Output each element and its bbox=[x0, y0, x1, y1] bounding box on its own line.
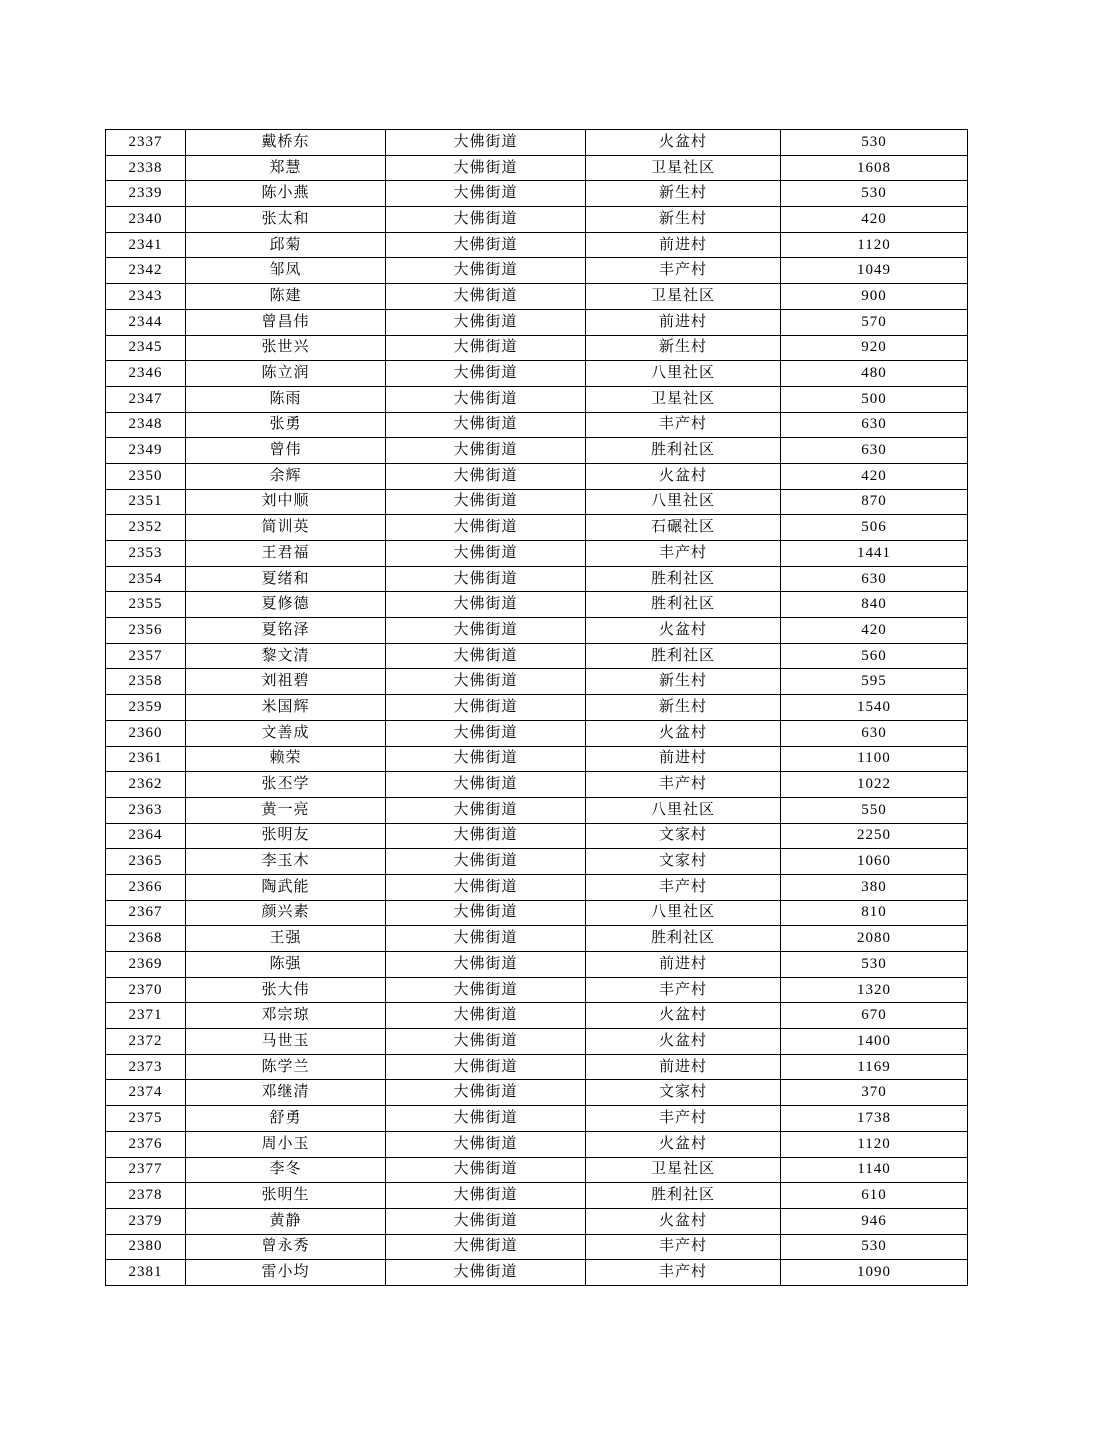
id-cell: 2375 bbox=[106, 1106, 186, 1132]
name-cell: 颜兴素 bbox=[186, 900, 386, 926]
street-cell: 大佛街道 bbox=[386, 746, 586, 772]
street-cell: 大佛街道 bbox=[386, 1208, 586, 1234]
name-cell: 邓宗琼 bbox=[186, 1003, 386, 1029]
id-cell: 2376 bbox=[106, 1131, 186, 1157]
id-cell: 2368 bbox=[106, 926, 186, 952]
street-cell: 大佛街道 bbox=[386, 463, 586, 489]
name-cell: 张大伟 bbox=[186, 977, 386, 1003]
name-cell: 戴桥东 bbox=[186, 130, 386, 156]
amount-cell: 2080 bbox=[781, 926, 968, 952]
village-cell: 胜利社区 bbox=[586, 566, 781, 592]
name-cell: 刘中顺 bbox=[186, 489, 386, 515]
amount-cell: 500 bbox=[781, 386, 968, 412]
amount-cell: 870 bbox=[781, 489, 968, 515]
village-cell: 文家村 bbox=[586, 1080, 781, 1106]
name-cell: 陈雨 bbox=[186, 386, 386, 412]
amount-cell: 2250 bbox=[781, 823, 968, 849]
id-cell: 2347 bbox=[106, 386, 186, 412]
street-cell: 大佛街道 bbox=[386, 772, 586, 798]
street-cell: 大佛街道 bbox=[386, 900, 586, 926]
id-cell: 2374 bbox=[106, 1080, 186, 1106]
table-row bbox=[106, 1234, 968, 1260]
name-cell: 邱菊 bbox=[186, 232, 386, 258]
name-cell: 陈强 bbox=[186, 952, 386, 978]
name-cell: 郑慧 bbox=[186, 155, 386, 181]
table-row bbox=[106, 1260, 968, 1286]
name-cell: 夏修德 bbox=[186, 592, 386, 618]
id-cell: 2356 bbox=[106, 618, 186, 644]
table-row bbox=[106, 1106, 968, 1132]
id-cell: 2380 bbox=[106, 1234, 186, 1260]
amount-cell: 420 bbox=[781, 207, 968, 233]
id-cell: 2338 bbox=[106, 155, 186, 181]
name-cell: 米国辉 bbox=[186, 695, 386, 721]
village-cell: 胜利社区 bbox=[586, 926, 781, 952]
name-cell: 曾永秀 bbox=[186, 1234, 386, 1260]
id-cell: 2370 bbox=[106, 977, 186, 1003]
table-row bbox=[106, 181, 968, 207]
street-cell: 大佛街道 bbox=[386, 695, 586, 721]
village-cell: 前进村 bbox=[586, 232, 781, 258]
village-cell: 火盆村 bbox=[586, 463, 781, 489]
table-row bbox=[106, 489, 968, 515]
table-row bbox=[106, 412, 968, 438]
amount-cell: 1120 bbox=[781, 1131, 968, 1157]
village-cell: 火盆村 bbox=[586, 1131, 781, 1157]
village-cell: 八里社区 bbox=[586, 489, 781, 515]
table-row bbox=[106, 541, 968, 567]
name-cell: 张勇 bbox=[186, 412, 386, 438]
village-cell: 丰产村 bbox=[586, 1106, 781, 1132]
amount-cell: 560 bbox=[781, 643, 968, 669]
street-cell: 大佛街道 bbox=[386, 515, 586, 541]
table-row bbox=[106, 746, 968, 772]
name-cell: 陈立润 bbox=[186, 361, 386, 387]
village-cell: 火盆村 bbox=[586, 720, 781, 746]
table-row bbox=[106, 1131, 968, 1157]
amount-cell: 900 bbox=[781, 284, 968, 310]
amount-cell: 1120 bbox=[781, 232, 968, 258]
street-cell: 大佛街道 bbox=[386, 489, 586, 515]
amount-cell: 1049 bbox=[781, 258, 968, 284]
street-cell: 大佛街道 bbox=[386, 1183, 586, 1209]
street-cell: 大佛街道 bbox=[386, 181, 586, 207]
amount-cell: 810 bbox=[781, 900, 968, 926]
table-row bbox=[106, 284, 968, 310]
table-row bbox=[106, 155, 968, 181]
amount-cell: 370 bbox=[781, 1080, 968, 1106]
village-cell: 丰产村 bbox=[586, 258, 781, 284]
table-row bbox=[106, 952, 968, 978]
id-cell: 2372 bbox=[106, 1029, 186, 1055]
amount-cell: 1022 bbox=[781, 772, 968, 798]
id-cell: 2360 bbox=[106, 720, 186, 746]
id-cell: 2359 bbox=[106, 695, 186, 721]
name-cell: 文善成 bbox=[186, 720, 386, 746]
amount-cell: 630 bbox=[781, 412, 968, 438]
id-cell: 2343 bbox=[106, 284, 186, 310]
amount-cell: 946 bbox=[781, 1208, 968, 1234]
amount-cell: 1060 bbox=[781, 849, 968, 875]
id-cell: 2362 bbox=[106, 772, 186, 798]
village-cell: 胜利社区 bbox=[586, 592, 781, 618]
id-cell: 2377 bbox=[106, 1157, 186, 1183]
table-row bbox=[106, 515, 968, 541]
street-cell: 大佛街道 bbox=[386, 720, 586, 746]
street-cell: 大佛街道 bbox=[386, 1234, 586, 1260]
table-row bbox=[106, 258, 968, 284]
name-cell: 王强 bbox=[186, 926, 386, 952]
table-row bbox=[106, 669, 968, 695]
id-cell: 2379 bbox=[106, 1208, 186, 1234]
id-cell: 2373 bbox=[106, 1054, 186, 1080]
street-cell: 大佛街道 bbox=[386, 361, 586, 387]
village-cell: 丰产村 bbox=[586, 1260, 781, 1286]
amount-cell: 1320 bbox=[781, 977, 968, 1003]
street-cell: 大佛街道 bbox=[386, 1106, 586, 1132]
village-cell: 新生村 bbox=[586, 207, 781, 233]
name-cell: 陈小燕 bbox=[186, 181, 386, 207]
table-row bbox=[106, 797, 968, 823]
street-cell: 大佛街道 bbox=[386, 1080, 586, 1106]
village-cell: 丰产村 bbox=[586, 772, 781, 798]
street-cell: 大佛街道 bbox=[386, 207, 586, 233]
table-row bbox=[106, 874, 968, 900]
table-row bbox=[106, 926, 968, 952]
data-table bbox=[105, 129, 968, 1286]
street-cell: 大佛街道 bbox=[386, 335, 586, 361]
id-cell: 2339 bbox=[106, 181, 186, 207]
id-cell: 2348 bbox=[106, 412, 186, 438]
village-cell: 火盆村 bbox=[586, 1208, 781, 1234]
village-cell: 丰产村 bbox=[586, 874, 781, 900]
village-cell: 石碾社区 bbox=[586, 515, 781, 541]
amount-cell: 506 bbox=[781, 515, 968, 541]
name-cell: 黄静 bbox=[186, 1208, 386, 1234]
id-cell: 2350 bbox=[106, 463, 186, 489]
street-cell: 大佛街道 bbox=[386, 258, 586, 284]
table-row bbox=[106, 849, 968, 875]
table-row bbox=[106, 977, 968, 1003]
id-cell: 2352 bbox=[106, 515, 186, 541]
village-cell: 胜利社区 bbox=[586, 1183, 781, 1209]
amount-cell: 530 bbox=[781, 130, 968, 156]
amount-cell: 1169 bbox=[781, 1054, 968, 1080]
village-cell: 火盆村 bbox=[586, 1003, 781, 1029]
village-cell: 卫星社区 bbox=[586, 155, 781, 181]
amount-cell: 480 bbox=[781, 361, 968, 387]
village-cell: 胜利社区 bbox=[586, 643, 781, 669]
name-cell: 李玉木 bbox=[186, 849, 386, 875]
table-row bbox=[106, 618, 968, 644]
table-row bbox=[106, 900, 968, 926]
table-row bbox=[106, 438, 968, 464]
name-cell: 李冬 bbox=[186, 1157, 386, 1183]
name-cell: 陈学兰 bbox=[186, 1054, 386, 1080]
table-row bbox=[106, 1080, 968, 1106]
name-cell: 夏绪和 bbox=[186, 566, 386, 592]
amount-cell: 1540 bbox=[781, 695, 968, 721]
amount-cell: 530 bbox=[781, 181, 968, 207]
amount-cell: 595 bbox=[781, 669, 968, 695]
street-cell: 大佛街道 bbox=[386, 438, 586, 464]
village-cell: 前进村 bbox=[586, 746, 781, 772]
name-cell: 余辉 bbox=[186, 463, 386, 489]
table-row bbox=[106, 823, 968, 849]
name-cell: 张明友 bbox=[186, 823, 386, 849]
street-cell: 大佛街道 bbox=[386, 977, 586, 1003]
table-row bbox=[106, 566, 968, 592]
amount-cell: 530 bbox=[781, 1234, 968, 1260]
name-cell: 赖荣 bbox=[186, 746, 386, 772]
street-cell: 大佛街道 bbox=[386, 232, 586, 258]
id-cell: 2341 bbox=[106, 232, 186, 258]
street-cell: 大佛街道 bbox=[386, 592, 586, 618]
table-row bbox=[106, 1029, 968, 1055]
street-cell: 大佛街道 bbox=[386, 669, 586, 695]
village-cell: 新生村 bbox=[586, 669, 781, 695]
amount-cell: 630 bbox=[781, 438, 968, 464]
street-cell: 大佛街道 bbox=[386, 1260, 586, 1286]
amount-cell: 630 bbox=[781, 566, 968, 592]
name-cell: 张明生 bbox=[186, 1183, 386, 1209]
village-cell: 八里社区 bbox=[586, 797, 781, 823]
id-cell: 2337 bbox=[106, 130, 186, 156]
name-cell: 邓继清 bbox=[186, 1080, 386, 1106]
table-row bbox=[106, 592, 968, 618]
street-cell: 大佛街道 bbox=[386, 309, 586, 335]
street-cell: 大佛街道 bbox=[386, 618, 586, 644]
id-cell: 2364 bbox=[106, 823, 186, 849]
amount-cell: 670 bbox=[781, 1003, 968, 1029]
amount-cell: 1738 bbox=[781, 1106, 968, 1132]
amount-cell: 840 bbox=[781, 592, 968, 618]
table-row bbox=[106, 361, 968, 387]
id-cell: 2344 bbox=[106, 309, 186, 335]
name-cell: 邹凤 bbox=[186, 258, 386, 284]
id-cell: 2354 bbox=[106, 566, 186, 592]
village-cell: 前进村 bbox=[586, 1054, 781, 1080]
village-cell: 丰产村 bbox=[586, 541, 781, 567]
table-row bbox=[106, 335, 968, 361]
name-cell: 张丕学 bbox=[186, 772, 386, 798]
name-cell: 马世玉 bbox=[186, 1029, 386, 1055]
street-cell: 大佛街道 bbox=[386, 1029, 586, 1055]
village-cell: 文家村 bbox=[586, 849, 781, 875]
table-row bbox=[106, 207, 968, 233]
village-cell: 丰产村 bbox=[586, 412, 781, 438]
name-cell: 黄一亮 bbox=[186, 797, 386, 823]
name-cell: 陶武能 bbox=[186, 874, 386, 900]
id-cell: 2371 bbox=[106, 1003, 186, 1029]
street-cell: 大佛街道 bbox=[386, 1157, 586, 1183]
name-cell: 张太和 bbox=[186, 207, 386, 233]
street-cell: 大佛街道 bbox=[386, 874, 586, 900]
id-cell: 2353 bbox=[106, 541, 186, 567]
village-cell: 前进村 bbox=[586, 309, 781, 335]
village-cell: 八里社区 bbox=[586, 900, 781, 926]
street-cell: 大佛街道 bbox=[386, 541, 586, 567]
name-cell: 张世兴 bbox=[186, 335, 386, 361]
amount-cell: 920 bbox=[781, 335, 968, 361]
name-cell: 陈建 bbox=[186, 284, 386, 310]
id-cell: 2346 bbox=[106, 361, 186, 387]
village-cell: 前进村 bbox=[586, 952, 781, 978]
id-cell: 2369 bbox=[106, 952, 186, 978]
table-row bbox=[106, 643, 968, 669]
amount-cell: 610 bbox=[781, 1183, 968, 1209]
village-cell: 胜利社区 bbox=[586, 438, 781, 464]
table-row bbox=[106, 1157, 968, 1183]
village-cell: 火盆村 bbox=[586, 1029, 781, 1055]
name-cell: 简训英 bbox=[186, 515, 386, 541]
id-cell: 2345 bbox=[106, 335, 186, 361]
id-cell: 2367 bbox=[106, 900, 186, 926]
street-cell: 大佛街道 bbox=[386, 849, 586, 875]
village-cell: 卫星社区 bbox=[586, 1157, 781, 1183]
village-cell: 火盆村 bbox=[586, 618, 781, 644]
village-cell: 丰产村 bbox=[586, 977, 781, 1003]
street-cell: 大佛街道 bbox=[386, 1054, 586, 1080]
id-cell: 2363 bbox=[106, 797, 186, 823]
street-cell: 大佛街道 bbox=[386, 797, 586, 823]
amount-cell: 1608 bbox=[781, 155, 968, 181]
name-cell: 刘祖碧 bbox=[186, 669, 386, 695]
street-cell: 大佛街道 bbox=[386, 643, 586, 669]
table-row bbox=[106, 772, 968, 798]
amount-cell: 1441 bbox=[781, 541, 968, 567]
village-cell: 火盆村 bbox=[586, 130, 781, 156]
id-cell: 2365 bbox=[106, 849, 186, 875]
village-cell: 文家村 bbox=[586, 823, 781, 849]
street-cell: 大佛街道 bbox=[386, 952, 586, 978]
street-cell: 大佛街道 bbox=[386, 1003, 586, 1029]
name-cell: 王君福 bbox=[186, 541, 386, 567]
id-cell: 2340 bbox=[106, 207, 186, 233]
id-cell: 2361 bbox=[106, 746, 186, 772]
id-cell: 2357 bbox=[106, 643, 186, 669]
table-row bbox=[106, 1183, 968, 1209]
amount-cell: 570 bbox=[781, 309, 968, 335]
amount-cell: 380 bbox=[781, 874, 968, 900]
table-row bbox=[106, 232, 968, 258]
table-row bbox=[106, 720, 968, 746]
name-cell: 夏铭泽 bbox=[186, 618, 386, 644]
amount-cell: 1100 bbox=[781, 746, 968, 772]
id-cell: 2349 bbox=[106, 438, 186, 464]
name-cell: 曾伟 bbox=[186, 438, 386, 464]
id-cell: 2355 bbox=[106, 592, 186, 618]
street-cell: 大佛街道 bbox=[386, 926, 586, 952]
amount-cell: 420 bbox=[781, 463, 968, 489]
amount-cell: 630 bbox=[781, 720, 968, 746]
name-cell: 舒勇 bbox=[186, 1106, 386, 1132]
village-cell: 新生村 bbox=[586, 695, 781, 721]
table-row bbox=[106, 1003, 968, 1029]
village-cell: 卫星社区 bbox=[586, 386, 781, 412]
id-cell: 2366 bbox=[106, 874, 186, 900]
table-body bbox=[106, 130, 968, 1286]
amount-cell: 530 bbox=[781, 952, 968, 978]
id-cell: 2342 bbox=[106, 258, 186, 284]
street-cell: 大佛街道 bbox=[386, 823, 586, 849]
village-cell: 丰产村 bbox=[586, 1234, 781, 1260]
village-cell: 新生村 bbox=[586, 181, 781, 207]
street-cell: 大佛街道 bbox=[386, 386, 586, 412]
village-cell: 新生村 bbox=[586, 335, 781, 361]
village-cell: 八里社区 bbox=[586, 361, 781, 387]
amount-cell: 1400 bbox=[781, 1029, 968, 1055]
street-cell: 大佛街道 bbox=[386, 155, 586, 181]
street-cell: 大佛街道 bbox=[386, 412, 586, 438]
id-cell: 2381 bbox=[106, 1260, 186, 1286]
village-cell: 卫星社区 bbox=[586, 284, 781, 310]
amount-cell: 1140 bbox=[781, 1157, 968, 1183]
name-cell: 曾昌伟 bbox=[186, 309, 386, 335]
name-cell: 雷小均 bbox=[186, 1260, 386, 1286]
amount-cell: 550 bbox=[781, 797, 968, 823]
name-cell: 周小玉 bbox=[186, 1131, 386, 1157]
amount-cell: 420 bbox=[781, 618, 968, 644]
street-cell: 大佛街道 bbox=[386, 130, 586, 156]
street-cell: 大佛街道 bbox=[386, 1131, 586, 1157]
table-row bbox=[106, 130, 968, 156]
table-row bbox=[106, 309, 968, 335]
id-cell: 2351 bbox=[106, 489, 186, 515]
table-row bbox=[106, 463, 968, 489]
table-row bbox=[106, 386, 968, 412]
street-cell: 大佛街道 bbox=[386, 566, 586, 592]
name-cell: 黎文清 bbox=[186, 643, 386, 669]
amount-cell: 1090 bbox=[781, 1260, 968, 1286]
street-cell: 大佛街道 bbox=[386, 284, 586, 310]
table-row bbox=[106, 1208, 968, 1234]
id-cell: 2358 bbox=[106, 669, 186, 695]
id-cell: 2378 bbox=[106, 1183, 186, 1209]
table-row bbox=[106, 1054, 968, 1080]
table-row bbox=[106, 695, 968, 721]
